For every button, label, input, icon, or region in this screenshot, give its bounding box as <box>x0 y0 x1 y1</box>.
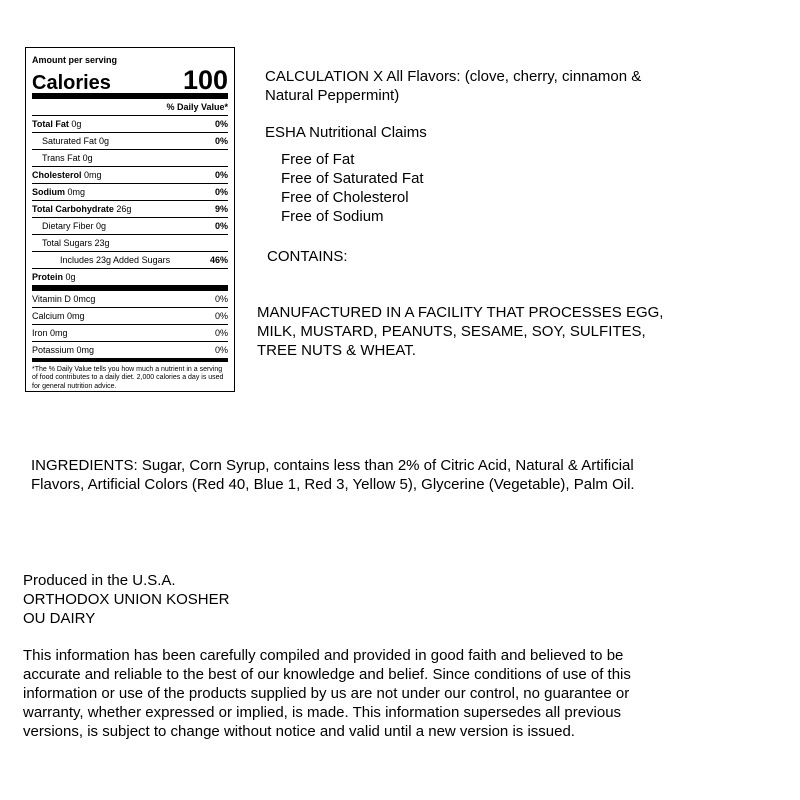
nutrient-name: Iron 0mg <box>32 327 68 338</box>
nutrient-name: Total Fat <box>32 118 69 129</box>
nutrient-pct: 0% <box>214 293 228 304</box>
disclaimer-line: information or use of the products supplied by us are not under our control, no guarantee or <box>23 685 630 702</box>
calories-value: 100 <box>182 65 228 96</box>
nutrient-name: Vitamin D 0mcg <box>32 293 96 304</box>
nutrient-row-total-fat <box>32 116 228 133</box>
nutrient-pct: 0% <box>214 118 228 129</box>
ingredients-line: Flavors, Artificial Colors (Red 40, Blue 1, Red 3, Yellow 5), Glycerine (Vegetable), Palm Oil. <box>31 476 635 493</box>
contains-heading: CONTAINS: <box>267 248 348 265</box>
nutrient-name: Cholesterol <box>32 169 82 180</box>
nutrient-row-sugars <box>32 235 228 252</box>
claim-item: Free of Saturated Fat <box>281 170 424 187</box>
nutrient-row-carbohydrate <box>32 201 228 218</box>
calculation-line: CALCULATION X All Flavors: (clove, cherry, cinnamon & <box>265 68 642 85</box>
calculation-note <box>265 67 641 105</box>
ingredients-line: INGREDIENTS: Sugar, Corn Syrup, contains less than 2% of Citric Acid, Natural & Artificial <box>31 457 634 474</box>
nutrient-pct: 0% <box>214 220 228 231</box>
nutrient-amount: 26g <box>116 203 132 214</box>
nutrient-pct: 46% <box>209 254 228 265</box>
disclaimer-line: versions, is subject to change without notice and valid until a new version is issued. <box>23 723 575 740</box>
nutrient-row-saturated-fat <box>32 133 228 150</box>
daily-value-header: % Daily Value* <box>32 99 228 115</box>
nutrient-pct: 0% <box>214 344 228 355</box>
allergen-statement <box>257 303 663 360</box>
calories-label: Calories <box>32 72 111 95</box>
vitamin-row-calcium <box>32 308 228 325</box>
nutrient-row-cholesterol <box>32 167 228 184</box>
nutrient-row-trans-fat <box>32 150 228 167</box>
nutrient-name: Total Carbohydrate <box>32 203 114 214</box>
nutrient-name: Trans Fat 0g <box>42 152 93 163</box>
origin-text: Produced in the U.S.A. <box>23 572 176 589</box>
vitamin-row-iron <box>32 325 228 342</box>
claims-list <box>281 150 424 226</box>
nutrient-name: Calcium 0mg <box>32 310 85 321</box>
disclaimer <box>23 646 631 741</box>
origin-kosher <box>23 571 229 628</box>
ingredients <box>31 456 635 494</box>
nutrient-pct: 0% <box>214 169 228 180</box>
claim-item: Free of Cholesterol <box>281 189 409 206</box>
nutrient-row-protein <box>32 269 228 291</box>
nutrient-amount: 0g <box>65 271 76 282</box>
nutrient-amount: 0mg <box>67 186 86 197</box>
allergen-line: MILK, MUSTARD, PEANUTS, SESAME, SOY, SULFITES, <box>257 323 646 340</box>
claim-item: Free of Sodium <box>281 208 384 225</box>
nutrient-name: Total Sugars 23g <box>42 237 110 248</box>
disclaimer-line: warranty, whether expressed or implied, is made. This information supersedes all previous <box>23 704 622 721</box>
calculation-line: Natural Peppermint) <box>265 87 400 104</box>
claim-item: Free of Fat <box>281 151 355 168</box>
vitamin-row-potassium <box>32 342 228 362</box>
vitamin-row-d <box>32 291 228 308</box>
daily-value-footnote: *The % Daily Value tells you how much a nutrient in a serving of food contributes to a daily diet. 2,000 calories a day is used for general nutrition advice. <box>32 365 224 391</box>
kosher-text: ORTHODOX UNION KOSHER <box>23 591 230 608</box>
nutrient-name: Potassium 0mg <box>32 344 95 355</box>
nutrient-row-fiber <box>32 218 228 235</box>
nutrient-row-sodium <box>32 184 228 201</box>
nutrient-pct: 0% <box>214 327 228 338</box>
nutrient-amount: 0mg <box>84 169 102 180</box>
nutrient-name: Saturated Fat 0g <box>42 135 110 146</box>
nutrient-row-added-sugars <box>32 252 228 269</box>
disclaimer-line: This information has been carefully compiled and provided in good faith and believed to be <box>23 647 624 664</box>
allergen-line: TREE NUTS & WHEAT. <box>257 342 416 359</box>
nutrient-pct: 0% <box>214 310 228 321</box>
kosher-text: OU DAIRY <box>23 610 96 627</box>
nutrient-name: Includes 23g Added Sugars <box>60 254 171 265</box>
nutrition-facts-label <box>25 47 235 392</box>
calories-row <box>32 65 228 99</box>
nutrient-name: Dietary Fiber 0g <box>42 220 107 231</box>
nutrient-pct: 0% <box>214 135 228 146</box>
disclaimer-line: accurate and reliable to the best of our knowledge and belief. Since conditions of use of this <box>23 666 631 683</box>
amount-per-serving: Amount per serving <box>32 55 118 65</box>
nutrient-name: Sodium <box>32 186 65 197</box>
esha-title: ESHA Nutritional Claims <box>265 124 427 141</box>
nutrient-pct: 9% <box>214 203 228 214</box>
nutrient-name: Protein <box>32 271 64 282</box>
nutrient-pct: 0% <box>214 186 228 197</box>
allergen-line: MANUFACTURED IN A FACILITY THAT PROCESSES EGG, <box>257 304 664 321</box>
nutrient-amount: 0g <box>71 118 82 129</box>
